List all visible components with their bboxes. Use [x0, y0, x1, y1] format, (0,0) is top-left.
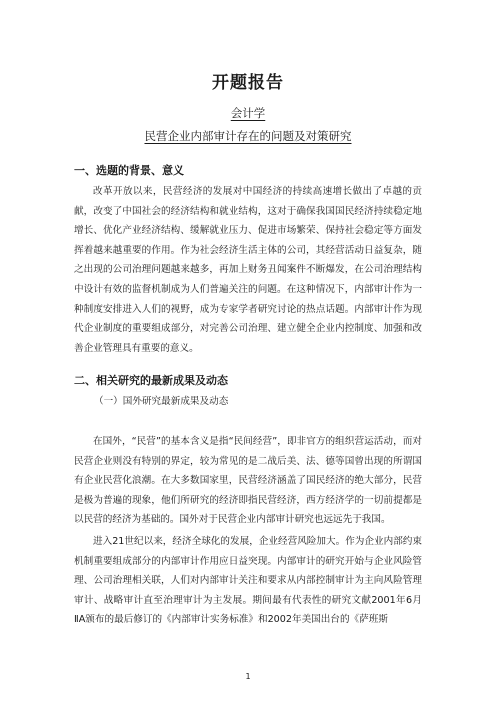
page-number: 1 — [245, 672, 251, 681]
background-paragraph: 改革开放以来，民营经济的发展对中国经济的持续高速增长做出了卓越的贡献，改变了中国社会的经济结构和就业结构，这对于确保我国国民经济持续稳定地增长、优化产业经济结构、缓解就业压力、促进市场繁荣、保持社会稳定等方面发挥着越来越重要的作用。作为社会经济生活主体的公司，其经营活动日益复杂，随之出现的公司治理问题越来越多，再加上财务丑闻案件不断爆发，在公司治理结构中设计有效的监督机制成为人们普遍关注的问题。在这种情况下，内部审计作为一种制度安排进入人们的视野，成为专家学者研究讨论的热点话题。内部审计作为现代企业制度的重要组成部分，对完善公司治理、建立健全企业内控制度、加强和改善企业管理具有重要的意义。 — [74, 186, 422, 354]
major-label: 会计学 — [230, 106, 266, 120]
section-heading-background: 一、选题的背景、意义 — [74, 164, 184, 177]
research-paragraph-2: 进入21世纪以来，经济全球化的发展，企业经营风险加大。作为企业内部约束机制重要组成部分的内部审计作用应日益突现。内部审计的研究开始与企业风险管理、公司治理相关联，人们对内部审计关注和要求从内部控制审计为主向风险管理审计、战略审计直至治理审计为主发展。期间最有代表性的研究文献2001年6月ⅡA颁布的最后修订的《内部审计实务标准》和2002年美国出台的《萨班斯 — [74, 536, 422, 626]
subsection-heading-foreign: （一）国外研究最新成果及动态 — [94, 396, 229, 407]
research-paragraph-1: 在国外，“民营”的基本含义是指“民间经营”，即非官方的组织营运活动，而对民营企业则没有特别的界定，较为常见的是二战后美、法、德等国曾出现的所谓国有企业民营化浪潮。在大多数国家里，民营经济涵盖了国民经济的绝大部分，民营是极为普遍的现象，他们所研究的经济即指民营经济，西方经济学的一切前提都是以民营的经济为基础的。国外对于民营企业内部审计研究也远远先于我国。 — [74, 436, 422, 526]
document-title: 开题报告 — [212, 73, 284, 93]
thesis-topic: 民营企业内部审计存在的问题及对策研究 — [144, 129, 352, 143]
section-heading-research: 二、相关研究的最新成果及动态 — [74, 374, 228, 387]
